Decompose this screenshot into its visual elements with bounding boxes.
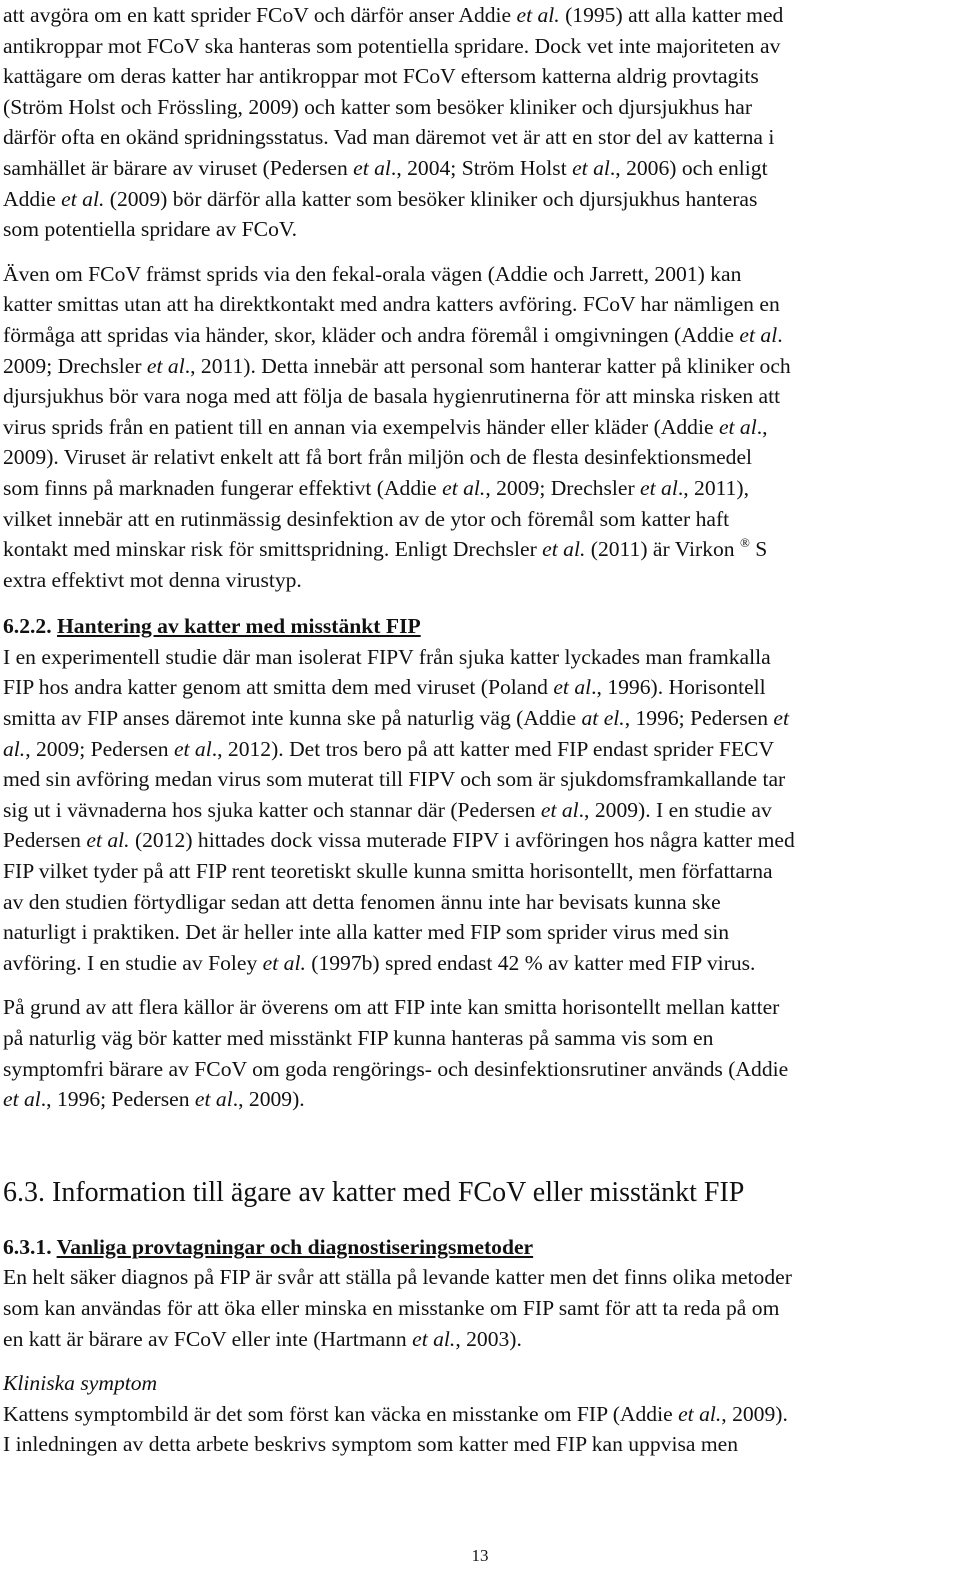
text-run: , 2009; Pedersen xyxy=(25,736,174,761)
text-run: katter smittas utan att ha direktkontakt med andra katters avföring. FCoV har nämligen en xyxy=(3,292,780,317)
text-line xyxy=(3,442,951,473)
text-run: med sin avföring medan virus som muterat till FIPV och som är sjukdomsframkallande tar xyxy=(3,767,786,792)
text-line xyxy=(3,320,951,351)
text-line xyxy=(3,764,951,795)
text-line xyxy=(3,887,951,918)
text-line xyxy=(3,31,951,62)
italic-text: et al xyxy=(173,736,212,761)
text-line xyxy=(3,734,951,765)
text-line xyxy=(3,856,951,887)
text-run: FIP hos andra katter genom att smitta dem med viruset (Poland xyxy=(3,675,554,700)
text-line xyxy=(3,214,951,245)
section-heading-6-3: 6.3. Information till ägare av katter med FCoV eller misstänkt FIP xyxy=(3,1176,745,1208)
text-run: ., 1996; Pedersen xyxy=(40,1087,195,1112)
text-line xyxy=(3,184,951,215)
text-run: som finns på marknaden fungerar effektivt (Addie xyxy=(3,475,443,500)
text-run: extra effektivt mot denna virustyp. xyxy=(3,567,302,592)
italic-text: et xyxy=(773,706,790,731)
text-run: ., 2009). I en studie av xyxy=(578,797,772,822)
paragraph-diagnosis xyxy=(3,1262,951,1354)
text-run: avföring. I en studie av Foley xyxy=(3,950,263,975)
text-line xyxy=(3,1324,951,1355)
text-run: ., 2006) och enligt xyxy=(609,155,768,180)
italic-text: et al. xyxy=(262,950,306,975)
italic-text: et al. xyxy=(61,186,105,211)
paragraph-fip-handling xyxy=(3,642,951,979)
section-number: 6.2.2. xyxy=(3,614,52,639)
section-heading-6-2-2 xyxy=(3,611,951,642)
text-line xyxy=(3,92,951,123)
text-line xyxy=(3,61,951,92)
section-title: Vanliga provtagningar och diagnostiseringsmetoder xyxy=(56,1234,534,1259)
text-line xyxy=(3,672,951,703)
text-run: S xyxy=(749,537,768,562)
text-line xyxy=(3,1084,951,1115)
text-run: på naturlig väg bör katter med misstänkt FIP kunna hanteras på samma vis som en xyxy=(3,1026,714,1050)
italic-text: et al xyxy=(640,475,678,500)
section-title: Hantering av katter med misstänkt FIP xyxy=(57,614,421,639)
text-line xyxy=(3,122,951,153)
text-run: , 2003). xyxy=(455,1326,522,1351)
paragraph-clinical-symptoms xyxy=(3,1399,951,1460)
text-line xyxy=(3,795,951,826)
text-run: I en experimentell studie där man isolerat FIPV från sjuka katter lyckades man framkalla xyxy=(3,644,771,669)
italic-text: et al. xyxy=(412,1326,456,1351)
page-number: 13 xyxy=(471,1546,489,1565)
text-run: I inledningen av detta arbete beskrivs symptom som katter med FIP kan uppvisa men xyxy=(3,1432,739,1457)
text-run: Kattens symptombild är det som först kan väcka en misstanke om FIP (Addie xyxy=(3,1401,679,1426)
text-line xyxy=(3,412,951,443)
text-run: antikroppar mot FCoV ska hanteras som potentiella spridare. Dock vet inte majoriteten av xyxy=(3,33,781,58)
paragraph-fip-conclusion xyxy=(3,992,951,1114)
italic-text: et al xyxy=(146,353,185,378)
text-run: virus sprids från en patient till en annan via exempelvis händer eller kläder (Addie xyxy=(3,414,719,439)
italic-text: et al xyxy=(194,1087,233,1112)
subheading-kliniska-symptom: Kliniska symptom xyxy=(3,1371,158,1396)
italic-text: at el. xyxy=(581,706,625,731)
text-line xyxy=(3,703,951,734)
text-run: ., 2011), xyxy=(677,475,749,500)
text-run: (1995) att alla katter med xyxy=(559,3,784,27)
text-line xyxy=(3,381,951,412)
italic-text: et al. xyxy=(678,1401,722,1426)
text-run: samhället är bärare av viruset (Pedersen xyxy=(3,155,354,180)
text-run: ., xyxy=(756,414,768,439)
italic-text: et al. xyxy=(516,3,560,27)
text-run: ., 2012). Det tros bero på att katter med FIP endast sprider FECV xyxy=(211,736,775,761)
text-run: ., 2011). Detta innebär att personal som hanterar katter på kliniker och xyxy=(184,353,791,378)
italic-text: et al xyxy=(553,675,592,700)
text-run: . xyxy=(777,322,783,347)
text-run: naturligt i praktiken. Det är heller inte alla katter med FIP som sprider virus med sin xyxy=(3,920,730,945)
text-run: kontakt med minskar risk för smittspridning. Enligt Drechsler xyxy=(3,537,543,562)
text-run: som potentiella spridare av FCoV. xyxy=(3,217,298,242)
text-run: , 2009; Drechsler xyxy=(485,475,641,500)
italic-text: et al xyxy=(718,414,757,439)
text-run: ., 1996). Horisontell xyxy=(591,675,766,700)
text-run: 2009). Viruset är relativt enkelt att få bort från miljön och de flesta desinfektionsmedel xyxy=(3,445,753,470)
italic-text: et al xyxy=(3,1087,41,1112)
text-line xyxy=(3,825,951,856)
text-run: 2009; Drechsler xyxy=(3,353,147,378)
text-line xyxy=(3,0,951,31)
text-run: På grund av att flera källor är överens om att FIP inte kan smitta horisontellt mellan katter xyxy=(3,995,780,1020)
text-run: (1997b) spred endast 42 % av katter med FIP virus. xyxy=(305,950,756,975)
text-line xyxy=(3,1023,951,1054)
text-line xyxy=(3,534,951,565)
text-run: ., 2009). xyxy=(232,1087,305,1112)
text-line xyxy=(3,917,951,948)
text-run: av den studien förtydligar sedan att detta fenomen ännu inte har bevisats kunna ske xyxy=(3,889,721,914)
italic-text: et al xyxy=(353,155,391,180)
text-run: (Ström Holst och Frössling, 2009) och katter som besöker kliniker och djursjukhus har xyxy=(3,94,753,119)
italic-text: et al. xyxy=(86,828,130,853)
italic-text: et al. xyxy=(442,475,486,500)
text-line xyxy=(3,1262,951,1293)
text-run: sig ut i vävnaderna hos sjuka katter och stannar där (Pedersen xyxy=(3,797,541,822)
text-line xyxy=(3,153,951,184)
text-run: kattägare om deras katter har antikroppar mot FCoV eftersom katterna aldrig provtagits xyxy=(3,64,759,89)
text-run: djursjukhus bör vara noga med att följa de basala hygienrutinerna för att minska risken att xyxy=(3,384,781,409)
italic-text: et al xyxy=(540,797,579,822)
text-run: vilket innebär att en rutinmässig desinfektion av de ytor och föremål som katter haft xyxy=(3,506,730,531)
registered-mark: ® xyxy=(739,535,750,551)
text-run: att avgöra om en katt sprider FCoV och därför anser Addie xyxy=(3,3,517,27)
text-run: , 1996; Pedersen xyxy=(624,706,774,731)
text-run: symptomfri bärare av FCoV om goda rengörings- och desinfektionsrutiner används (Addie xyxy=(3,1056,789,1081)
text-line xyxy=(3,1429,951,1460)
text-line xyxy=(3,1054,951,1085)
text-line xyxy=(3,992,951,1023)
text-line xyxy=(3,948,951,979)
italic-text: et al xyxy=(572,155,610,180)
text-line xyxy=(3,289,951,320)
text-run: En helt säker diagnos på FIP är svår att ställa på levande katter men det finns olika metoder xyxy=(3,1265,792,1290)
text-run: FIP vilket tyder på att FIP rent teoretiskt skulle kunna smitta horisontellt, men författarna xyxy=(3,859,773,884)
text-line xyxy=(3,1293,951,1324)
text-run: Även om FCoV främst sprids via den fekal-orala vägen (Addie och Jarrett, 2001) kan xyxy=(3,261,742,286)
text-line xyxy=(3,642,951,673)
text-run: Pedersen xyxy=(3,828,87,853)
text-run: smitta av FIP anses däremot inte kunna ske på naturlig väg (Addie xyxy=(3,706,582,731)
text-run: som kan användas för att öka eller minska en misstanke om FIP samt för att ta reda på om xyxy=(3,1295,780,1320)
italic-text: et al. xyxy=(542,537,586,562)
text-run: (2009) bör därför alla katter som besöker kliniker och djursjukhus hanteras xyxy=(104,186,758,211)
text-run: därför ofta en okänd spridningsstatus. Vad man däremot vet är att en stor del av katterna i xyxy=(3,125,775,150)
text-run: (2011) är Virkon xyxy=(585,537,740,562)
paragraph-fcov-transmission xyxy=(3,259,951,596)
section-heading-6-3-1 xyxy=(3,1232,951,1263)
text-run: förmåga att spridas via händer, skor, kläder och andra föremål i omgivningen (Addie xyxy=(3,322,740,347)
document-page xyxy=(3,0,951,1460)
text-line xyxy=(3,351,951,382)
text-run: , 2009). xyxy=(721,1401,788,1426)
text-run: en katt är bärare av FCoV eller inte (Hartmann xyxy=(3,1326,413,1351)
text-run: Addie xyxy=(3,186,62,211)
text-line xyxy=(3,259,951,290)
text-line xyxy=(3,565,951,596)
text-run: (2012) hittades dock vissa muterade FIPV i avföringen hos några katter med xyxy=(129,828,795,853)
italic-text: et al xyxy=(739,322,778,347)
text-line xyxy=(3,473,951,504)
paragraph-fcov-carriers xyxy=(3,0,951,245)
text-run: ., 2004; Ström Holst xyxy=(390,155,573,180)
text-line xyxy=(3,504,951,535)
section-number: 6.3.1. xyxy=(3,1234,52,1259)
text-line xyxy=(3,1399,951,1430)
italic-text: al. xyxy=(3,736,26,761)
